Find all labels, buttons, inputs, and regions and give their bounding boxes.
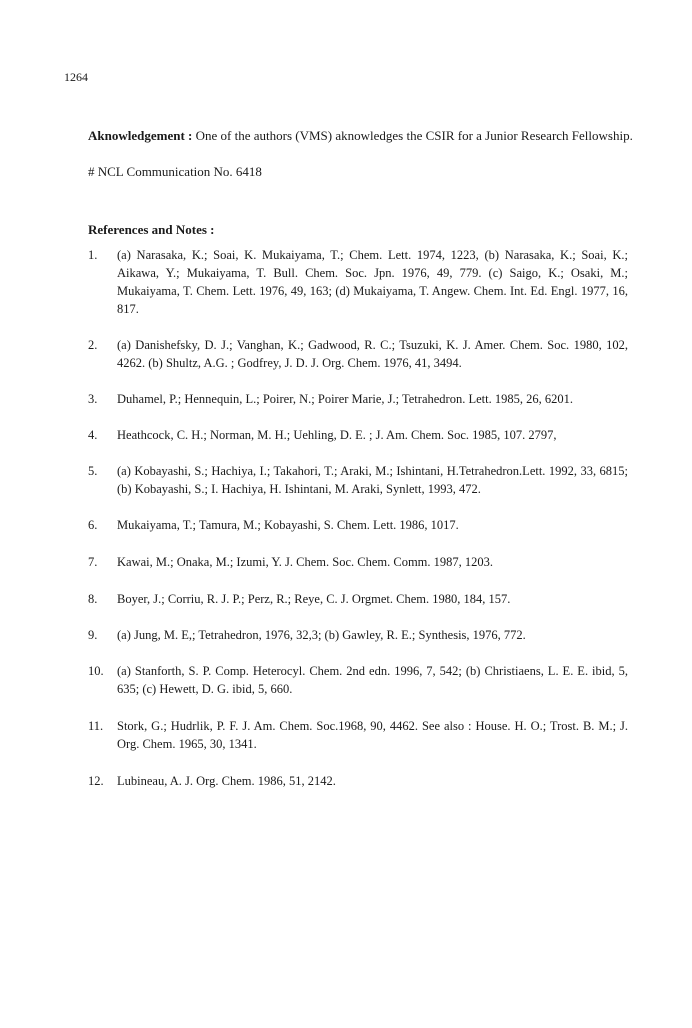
reference-number: 8. xyxy=(88,592,98,606)
reference-number: 10. xyxy=(88,664,104,678)
reference-text: Heathcock, C. H.; Norman, M. H.; Uehling, D. E. ; J. Am. Chem. Soc. 1985, 107. 2797, xyxy=(117,428,557,442)
page-number: 1264 xyxy=(64,70,88,84)
reference-item xyxy=(88,426,628,444)
reference-text: Boyer, J.; Corriu, R. J. P.; Perz, R.; Reye, C. J. Orgmet. Chem. 1980, 184, 157. xyxy=(117,592,511,606)
references-heading: References and Notes : xyxy=(88,222,215,237)
reference-text: Kawai, M.; Onaka, M.; Izumi, Y. J. Chem. Soc. Chem. Comm. 1987, 1203. xyxy=(117,555,494,569)
reference-text: Stork, G.; Hudrlik, P. F. J. Am. Chem. Soc.1968, 90, 4462. See also : House. H. O.; Trost. B. M.; J. Org. Chem. 1965, 30, 1341. xyxy=(117,719,628,751)
reference-text: (a) Danishefsky, D. J.; Vanghan, K.; Gadwood, R. C.; Tsuzuki, K. J. Amer. Chem. Soc. 1980, 102, 4262. (b) Shultz, A.G. ; Godfrey, J. D. J. Org. Chem. 1976, 41, 3494. xyxy=(117,338,628,370)
reference-number: 7. xyxy=(88,555,98,569)
acknowledgement-text: One of the authors (VMS) aknowledges the CSIR for a Junior Research Fellowship. xyxy=(192,128,633,143)
reference-item xyxy=(88,553,628,571)
reference-item xyxy=(88,717,628,753)
reference-text: Lubineau, A. J. Org. Chem. 1986, 51, 2142. xyxy=(117,774,336,788)
reference-number: 1. xyxy=(88,248,98,262)
reference-item xyxy=(88,662,628,698)
reference-text: (a) Kobayashi, S.; Hachiya, I.; Takahori, T.; Araki, M.; Ishintani, H.Tetrahedron.Lett. 1992, 33, 6815; (b) Kobayashi, S.; I. Hachiya, H. Ishintani, M. Araki, Synlett, 1993, 472. xyxy=(117,464,628,496)
reference-number: 9. xyxy=(88,628,98,642)
reference-number: 4. xyxy=(88,428,98,442)
acknowledgement-label: Aknowledgement : xyxy=(88,128,193,143)
reference-item xyxy=(88,516,628,534)
reference-number: 2. xyxy=(88,338,98,352)
reference-text: (a) Narasaka, K.; Soai, K. Mukaiyama, T.; Chem. Lett. 1974, 1223, (b) Narasaka, K.; Soai, K.; Aikawa, Y.; Mukaiyama, T. Bull. Chem. Soc. Jpn. 1976, 49, 779. (c) Saigo, K.; Osaki, M.; Mukaiyama, T. Chem. Lett. 1976, 49, 163; (d) Mukaiyama, T. Angew. Chem. Int. Ed. Engl. 1977, 16, 817. xyxy=(117,248,628,316)
reference-text: Duhamel, P.; Hennequin, L.; Poirer, N.; Poirer Marie, J.; Tetrahedron. Lett. 1985, 26, 6201. xyxy=(117,392,573,406)
reference-number: 3. xyxy=(88,392,98,406)
reference-number: 11. xyxy=(88,719,104,733)
reference-text: (a) Jung, M. E,; Tetrahedron, 1976, 32,3; (b) Gawley, R. E.; Synthesis, 1976, 772. xyxy=(117,628,526,642)
reference-number: 5. xyxy=(88,464,98,478)
reference-item xyxy=(88,590,628,608)
reference-item xyxy=(88,390,628,408)
reference-item xyxy=(88,626,628,644)
reference-number: 12. xyxy=(88,774,104,788)
reference-item xyxy=(88,772,628,790)
reference-item xyxy=(88,246,628,318)
reference-text: (a) Stanforth, S. P. Comp. Heterocyl. Chem. 2nd edn. 1996, 7, 542; (b) Christiaens, L. E. E. ibid, 5, 635; (c) Hewett, D. G. ibid, 5, 660. xyxy=(117,664,628,696)
ncl-communication-note: # NCL Communication No. 6418 xyxy=(88,164,262,179)
acknowledgement xyxy=(88,127,648,145)
reference-item xyxy=(88,336,628,372)
reference-number: 6. xyxy=(88,518,98,532)
reference-item xyxy=(88,462,628,498)
reference-text: Mukaiyama, T.; Tamura, M.; Kobayashi, S. Chem. Lett. 1986, 1017. xyxy=(117,518,459,532)
